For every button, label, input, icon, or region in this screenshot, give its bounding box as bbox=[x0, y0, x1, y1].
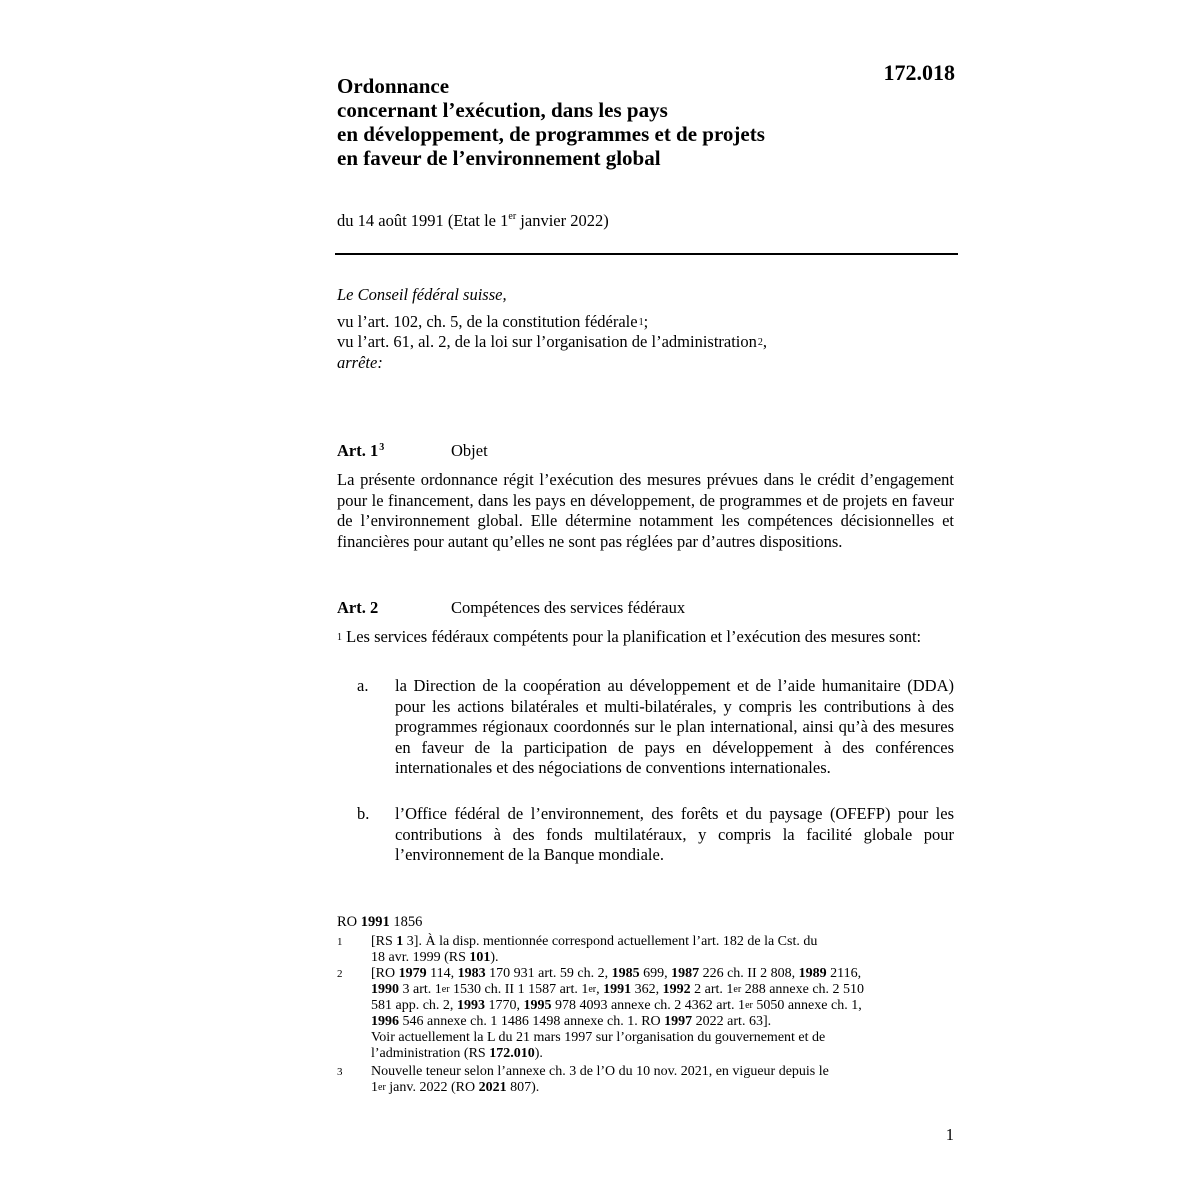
footnote-ref-3[interactable]: 3 bbox=[379, 442, 385, 453]
preamble-authority: Le Conseil fédéral suisse, bbox=[337, 285, 507, 304]
preamble-decision: arrête: bbox=[337, 352, 383, 372]
article-title: Compétences des services fédéraux bbox=[451, 598, 686, 617]
article-1-text: La présente ordonnance régit l’exécution des mesures prévues dans le crédit d’engagement pour le financement, dans les pays en développement, de programmes et de projets en faveur de l’environnement global. Elle détermine notamment les compétences décisionnelles et financières pour autant qu’elles ne sont pas réglées par d’autres dispositions. bbox=[337, 470, 954, 551]
footnotes: 1 [RS 1 3]. À la disp. mentionnée correspond actuellement l’art. 182 de la Cst. du 18 avr. 1999 (RS 101). 2 [RO 1979 114, 1983 170 931 art. 59 ch. 2, 1985 699, 1987 226 ch. II 2 808, 1989 2116, 1990 3 art. 1er 1530 ch. II 1 1587 art. 1er, 1991 362, 1992 2 art. 1er 288 annexe ch. 2 510 581 app. ch. 2, 1993 1770, 1995 978 4093 annexe ch. 2 4362 art. 1er 5050 annexe ch. 1, 1996 546 annexe ch. 1 1486 1498 annexe ch. 1. RO 1997 2022 art. 63]. Voir actuellement la L du 21 mars 1997 sur l’organisation du gouvernement et de l’administration (RS 172.010). 3 Nouvelle teneur selon l’annexe ch. 3 de l’O du 10 nov. 2021, en vigueur depuis le 1er janv. 2022 (RO 2021 807). bbox=[337, 934, 865, 1095]
article-1-heading bbox=[337, 441, 957, 463]
date-suffix: janvier 2022) bbox=[516, 211, 609, 230]
preamble-legal-basis-2 bbox=[337, 332, 957, 353]
title-line: concernant l’exécution, dans les pays bbox=[337, 98, 668, 122]
rs-number: 172.018 bbox=[883, 60, 955, 85]
list-item-text: l’Office fédéral de l’environnement, des forêts et du paysage (OFEFP) pour les contributions à des fonds multilatéraux, y compris la facilité globale pour l’environnement de la Banque mondiale. bbox=[395, 804, 954, 864]
footnote-mark: 2 bbox=[337, 968, 343, 980]
preamble bbox=[337, 285, 957, 373]
ro-reference: RO 1991 1856 bbox=[337, 914, 423, 930]
list-marker: b. bbox=[357, 804, 370, 823]
article-number: Art. 1$^3$ bbox=[337, 441, 385, 460]
preamble-punct: , bbox=[762, 332, 768, 351]
page-number: 1 bbox=[945, 1125, 954, 1144]
title-line: en faveur de l’environnement global bbox=[337, 146, 661, 170]
footnote-ref-2[interactable]: 2 bbox=[757, 337, 763, 348]
preamble-line: vu l’art. 102, ch. 5, de la constitution fédérale bbox=[337, 311, 638, 331]
footnote-ref-1[interactable]: 1 bbox=[638, 316, 644, 328]
preamble-line: vu l’art. 61, al. 2, de la loi sur l’organisation de l’administration bbox=[337, 332, 757, 351]
date-prefix: du 14 août 1991 (Etat le 1 bbox=[337, 211, 509, 230]
intro-text: Les services fédéraux compétents pour la planification et l’exécution des mesures sont: bbox=[342, 627, 922, 646]
article-2-heading bbox=[337, 598, 957, 620]
document-title bbox=[337, 74, 857, 170]
article-title: Objet bbox=[451, 441, 488, 460]
paragraph-number: 1 bbox=[337, 632, 342, 643]
list-item-text: la Direction de la coopération au développement et de l’aide humanitaire (DDA) pour les actions bilatérales et multi-bilatérales, y compris les contributions à des programmes régionaux coordonnés sur le plan international, ainsi qu’à des mesures en faveur de la participation de pays en développement à des conférences internationales et des négociations de conventions internationales. bbox=[395, 676, 954, 777]
preamble-punct: ; bbox=[643, 311, 649, 331]
header-divider bbox=[335, 253, 958, 255]
preamble-legal-basis-1 bbox=[337, 312, 957, 333]
article-number: Art. 2 bbox=[337, 598, 379, 617]
footnote-mark: 3 bbox=[337, 1066, 343, 1078]
footnote-mark: 1 bbox=[337, 936, 343, 948]
document-date bbox=[337, 211, 609, 231]
title-line: en développement, de programmes et de projets bbox=[337, 122, 765, 146]
list-item bbox=[337, 804, 954, 866]
list-item bbox=[337, 676, 954, 799]
list-marker: a. bbox=[357, 676, 369, 695]
article-2-intro bbox=[337, 627, 954, 648]
date-superscript: er bbox=[508, 211, 517, 222]
title-line: Ordonnance bbox=[337, 74, 450, 98]
